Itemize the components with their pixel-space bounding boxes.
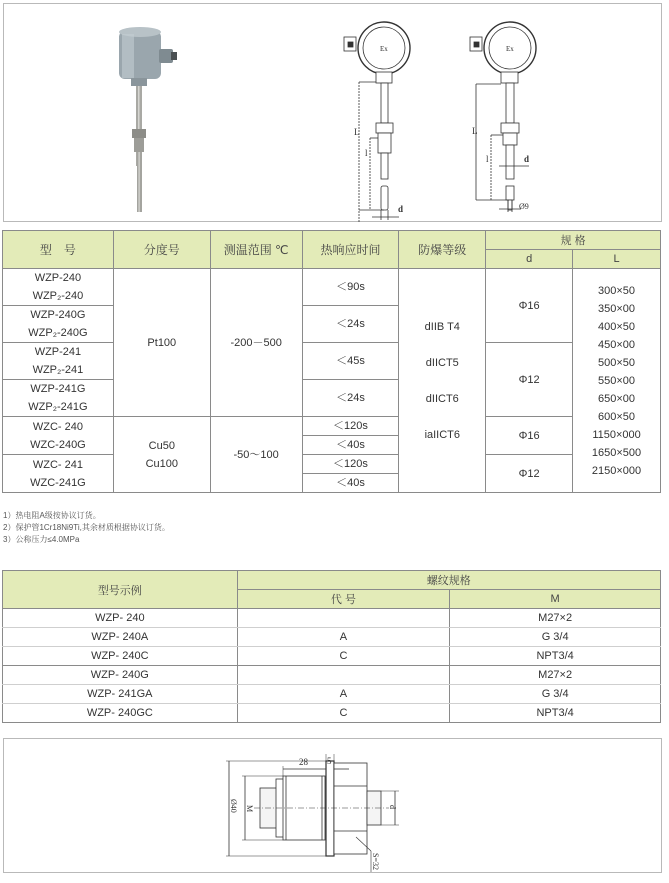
d-cell: Φ16 xyxy=(486,269,573,343)
header-code: 代 号 xyxy=(237,590,450,609)
M-cell: G 3/4 xyxy=(450,628,661,647)
table-row xyxy=(3,647,661,666)
hex-nut xyxy=(334,763,367,854)
model-cell: WZP- 240G xyxy=(3,666,238,685)
dim-M-label: M xyxy=(245,805,254,813)
header-spec-L: L xyxy=(573,250,661,269)
M-cell: M27×2 xyxy=(450,666,661,685)
table-row xyxy=(3,704,661,723)
header-example: 型号示例 xyxy=(3,571,238,609)
M-cell: NPT3/4 xyxy=(450,647,661,666)
note-1: 1）热电阻A级按协议订货。 xyxy=(3,511,101,520)
header-spec-d: d xyxy=(486,250,573,269)
L-cell: 300×50 350×00 400×50 450×00 500×50 550×00 650×00 600×50 1150×000 1650×500 2150×000 xyxy=(573,269,661,493)
response-cell: ＜24s xyxy=(302,306,399,343)
header-response: 热响应时间 xyxy=(302,231,399,269)
header-M: M xyxy=(450,590,661,609)
fitting-drawing-panel xyxy=(3,738,662,873)
drawing-1 xyxy=(344,22,410,223)
dim-dia-label: Ø9 xyxy=(519,202,529,211)
product-figures xyxy=(4,4,663,223)
notes xyxy=(3,510,170,546)
model-cell: WZC- 241 WZC-241G xyxy=(3,455,114,493)
response-cell: ＜90s xyxy=(302,269,399,306)
code-cell: C xyxy=(237,704,450,723)
model-cell: WZP-240G WZP₂-240G xyxy=(3,306,114,343)
table-row xyxy=(3,666,661,685)
dim-l-label: l xyxy=(486,154,489,164)
header-explosion: 防爆等级 xyxy=(399,231,486,269)
header-spec: 规 格 xyxy=(486,231,661,250)
M-cell: NPT3/4 xyxy=(450,704,661,723)
ex-mark: Ex xyxy=(380,45,388,53)
header-model: 型 号 xyxy=(3,231,114,269)
range-cell: -50～100 xyxy=(210,417,302,493)
dim-dia40-label: Ø40 xyxy=(229,799,238,813)
response-cell: ＜120s xyxy=(302,455,399,474)
table-row xyxy=(3,455,661,474)
response-cell: ＜24s xyxy=(302,380,399,417)
cable-gland xyxy=(159,49,173,63)
product-figure-panel xyxy=(3,3,662,222)
M-cell: M27×2 xyxy=(450,609,661,628)
fitting-drawing xyxy=(4,739,663,874)
table-row xyxy=(3,628,661,647)
d-cell: Φ12 xyxy=(486,343,573,417)
flange xyxy=(326,761,334,856)
header-range: 测温范围 ℃ xyxy=(210,231,302,269)
graduation-cell: Pt100 xyxy=(113,269,210,417)
code-cell: C xyxy=(237,647,450,666)
d-cell: Φ12 xyxy=(486,455,573,493)
model-cell: WZP- 240 xyxy=(3,609,238,628)
table-row xyxy=(3,685,661,704)
dim-L-label: L xyxy=(354,127,360,137)
dim-d-label: d xyxy=(388,805,397,809)
graduation-cell: Cu50 Cu100 xyxy=(113,417,210,493)
dim-S-label: S=32 xyxy=(371,853,380,870)
note-2: 2）保护管1Cr18Ni9Ti,其余材质根据协议订货。 xyxy=(3,523,170,532)
model-cell: WZP-240 WZP₂-240 xyxy=(3,269,114,306)
response-cell: ＜45s xyxy=(302,343,399,380)
code-cell: A xyxy=(237,628,450,647)
code-cell xyxy=(237,609,450,628)
table-row xyxy=(3,417,661,436)
model-cell: WZP-241G WZP₂-241G xyxy=(3,380,114,417)
table-row xyxy=(3,609,661,628)
range-cell: -200－500 xyxy=(210,269,302,417)
dim-L-label: L xyxy=(472,126,478,136)
model-cell: WZP- 240C xyxy=(3,647,238,666)
model-cell: WZP-241 WZP₂-241 xyxy=(3,343,114,380)
response-cell: ＜40s xyxy=(302,436,399,455)
response-cell: ＜120s xyxy=(302,417,399,436)
drawing-2 xyxy=(470,22,536,212)
header-thread-spec: 螺纹规格 xyxy=(237,571,660,590)
code-cell xyxy=(237,666,450,685)
model-cell: WZP- 241GA xyxy=(3,685,238,704)
model-cell: WZP- 240A xyxy=(3,628,238,647)
dim-d-label: d xyxy=(398,204,404,214)
model-cell: WZC- 240 WZC-240G xyxy=(3,417,114,455)
dim-d-label: d xyxy=(524,154,530,164)
model-cell: WZP- 240GC xyxy=(3,704,238,723)
product-photo xyxy=(119,27,177,212)
dim-28-label: 28 xyxy=(299,757,308,767)
dim-l-label: l xyxy=(365,148,368,158)
note-3: 3）公称压力≤4.0MPa xyxy=(3,535,80,544)
dim-5-label: 5 xyxy=(327,756,332,766)
hex-nut xyxy=(132,129,146,138)
code-cell: A xyxy=(237,685,450,704)
d-cell: Φ16 xyxy=(486,417,573,455)
ex-mark: Ex xyxy=(506,45,514,53)
M-cell: G 3/4 xyxy=(450,685,661,704)
header-graduation: 分度号 xyxy=(113,231,210,269)
thread-table xyxy=(2,570,661,723)
response-cell: ＜40s xyxy=(302,474,399,493)
spec-table xyxy=(2,230,661,493)
explosion-cell: dIIB T4 dIICT5 dIICT6 iaIICT6 xyxy=(399,269,486,493)
